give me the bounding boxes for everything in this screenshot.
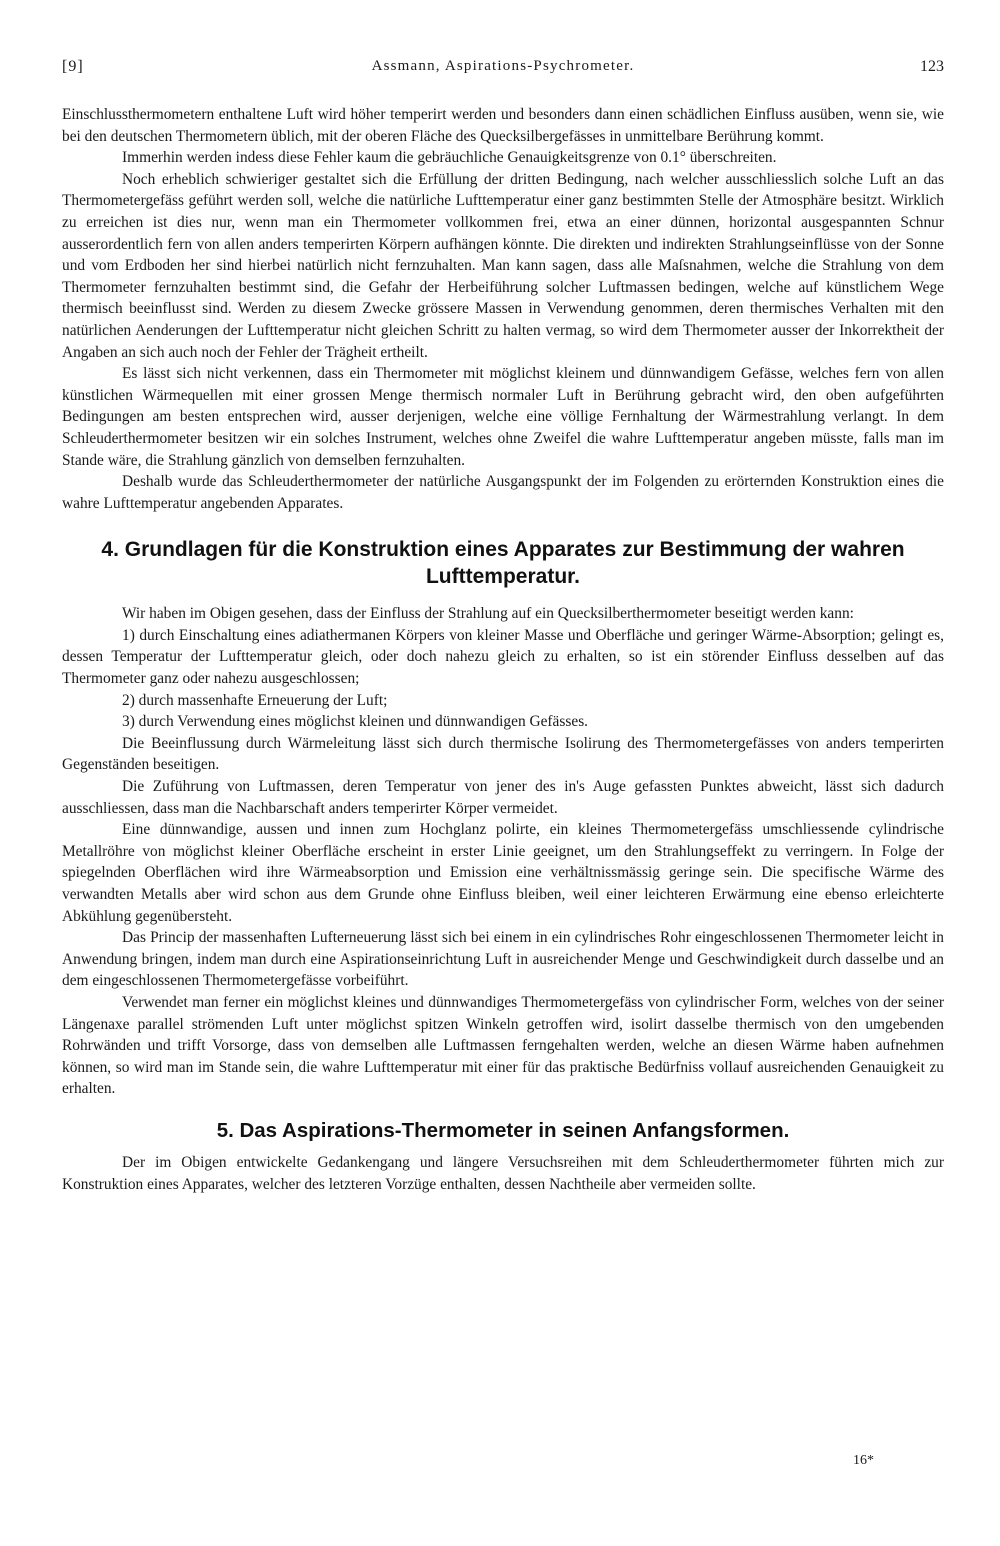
section-heading: 5. Das Aspirations-Thermometer in seinen Anfangsformen. — [216, 1118, 790, 1142]
running-title: Assmann, Aspirations-Psychrometer. — [371, 58, 635, 74]
page-number: 123 — [920, 58, 944, 75]
paragraph: Die Beeinflussung durch Wärmeleitung lässt sich durch thermische Isolirung des Thermometergefässes von anders temperirten Gegenständen beseitigen. — [62, 734, 944, 774]
running-header — [62, 58, 944, 82]
paragraph: Die Zuführung von Luftmassen, deren Temperatur von jener des in's Auge gefassten Punktes abweicht, lässt sich dadurch ausschliessen, dass man die Nachbarschaft anders temperirter Körper vermeidet. — [62, 778, 944, 817]
paragraph: Immerhin werden indess diese Fehler kaum die gebräuchliche Genauigkeitsgrenze von 0.1° überschreiten. — [122, 149, 777, 167]
paragraph: Noch erheblich schwieriger gestaltet sich die Erfüllung der dritten Bedingung, nach welcher ausschliesslich solche Luft an das Thermometergefäss geführt werden soll, welche die natürliche Lufttemperatur einer ganz bestimmten Stelle der Atmosphäre besitzt. Wirklich zu erreichen ist dies nur, wenn man ein Thermometer vollkommen frei, etwa an einer dünnen, horizontal ausgespannten Schnur ausserordentlich fern von allen anders temperirten Körpern aufhängen könnte. Die direkten und indirekten Strahlungseinflüsse von der Sonne und vom Erdboden her sind hierbei natürlich nicht fernzuhalten. Man kann sagen, dass alle Maſsnahmen, welche die Strahlung von dem Thermometer fernzuhalten bestimmt sind, die Gefahr der Herbeiführung solcher Luftmassen bedingen, welche auf künstlichem Wege thermisch beeinflusst sind. Werden zu diesem Zwecke grössere Massen in Verwendung genommen, deren thermisches Verhalten mit den natürlichen Aenderungen der Lufttemperatur nicht gleichen Schritt zu halten vermag, so wird dem Thermometer ausser der Inkorrektheit der Angaben an sich auch noch der Fehler der Trägheit ertheilt. — [62, 170, 944, 361]
paragraph: Verwendet man ferner ein möglichst kleines und dünnwandiges Thermometergefäss von cylindrischer Form, welches von der seiner Längenaxe parallel strömenden Luft unter möglichst spitzen Winkeln getroffen wird, isolirt dasselbe thermisch von den umgebenden Rohrwänden und trifft Vorsorge, dass von demselben alle Luftmassen ferngehalten werden, welche an diesen Wärme haben aufnehmen können, so wird man im Stande sein, die wahre Lufttemperatur mit einer für das praktische Bedürfniss vollauf ausreichenden Genauigkeit zu erhalten. — [62, 993, 944, 1098]
signature-mark: 16* — [853, 1453, 874, 1468]
list-item: 1) durch Einschaltung eines adiathermanen Körpers von kleiner Masse und Oberfläche und geringer Wärme-Absorption; gelingt es, dessen Temperatur der Lufttemperatur gleich, oder doch nahezu gleich zu erhalten, so ist ein störender Einfluss desselben auf das Thermometer ganz oder nahezu ausgeschlossen; — [62, 626, 944, 688]
paragraph: Wir haben im Obigen gesehen, dass der Einfluss der Strahlung auf ein Quecksilberthermometer beseitigt werden kann: — [122, 605, 854, 623]
paragraph: Der im Obigen entwickelte Gedankengang und längere Versuchsreihen mit dem Schleuderthermometer führten mich zur Konstruktion eines Apparates, welcher des letzteren Vorzüge enthalten, dessen Nachtheile aber vermeiden sollte. — [62, 1153, 944, 1193]
list-item: 2) durch massenhafte Erneuerung der Luft; — [122, 691, 388, 709]
paragraph: Es lässt sich nicht verkennen, dass ein Thermometer mit möglichst kleinem und dünnwandigem Gefässe, welches fern von allen künstlichen Wärmequellen mit einer grossen Menge thermisch normaler Luft in Berührung gebracht wird, den oben aufgeführten Bedingungen am besten entsprechen wird, ausser derjenigen, welche eine völlige Fernhaltung der Wärmestrahlung verlangt. In dem Schleuderthermometer besitzen wir ein solches Instrument, welches ohne Zweifel die wahre Lufttemperatur angeben müsste, falls man im Stande wäre, die Strahlung gänzlich von demselben fernzuhalten. — [62, 365, 944, 469]
page-body — [62, 104, 944, 1195]
list-item: 3) durch Verwendung eines möglichst kleinen und dünnwandigen Gefässes. — [122, 713, 589, 731]
section-heading: 4. Grundlagen für die Konstruktion eines Apparates zur Bestimmung der wahren Lufttemperatur. — [101, 538, 905, 589]
section-number: [9] — [62, 58, 84, 75]
paragraph: Eine dünnwandige, aussen und innen zum Hochglanz polirte, ein kleines Thermometergefäss umschliessende cylindrische Metallröhre von möglichst kleiner Oberfläche erscheint in erster Linie geeignet, um den Strahlungseffekt zu verringern. In Folge der spiegelnden Oberflächen wird ihre Wärmeabsorption und Emission eine verhältnissmässig geringe sein. Die specifische Wärme des verwandten Metalls aber wird schon aus dem Grunde ohne Einfluss bleiben, weil einer leichteren Erwärmung eine ebenso erleichterte Abkühlung gegenübersteht. — [62, 821, 944, 925]
paragraph: Das Princip der massenhaften Lufterneuerung lässt sich bei einem in ein cylindrisches Rohr eingeschlossenen Thermometer leicht in Anwendung bringen, indem man durch eine Aspirationseinrichtung Luft in ausreichender Menge und Geschwindigkeit durch dasselbe und an dem eingeschlossenen Thermometergefässe vorbeiführt. — [62, 929, 944, 990]
paragraph: Deshalb wurde das Schleuderthermometer der natürliche Ausgangspunkt der im Folgenden zu erörternden Konstruktion eines die wahre Lufttemperatur angebenden Apparates. — [62, 473, 944, 512]
paragraph: Einschlussthermometern enthaltene Luft wird höher temperirt werden und besonders dann einen schädlichen Einfluss ausüben, wenn sie, wie bei den deutschen Thermometern üblich, mit der oberen Fläche des Quecksilbergefässes in unmittelbare Berührung kommt. — [62, 106, 944, 145]
